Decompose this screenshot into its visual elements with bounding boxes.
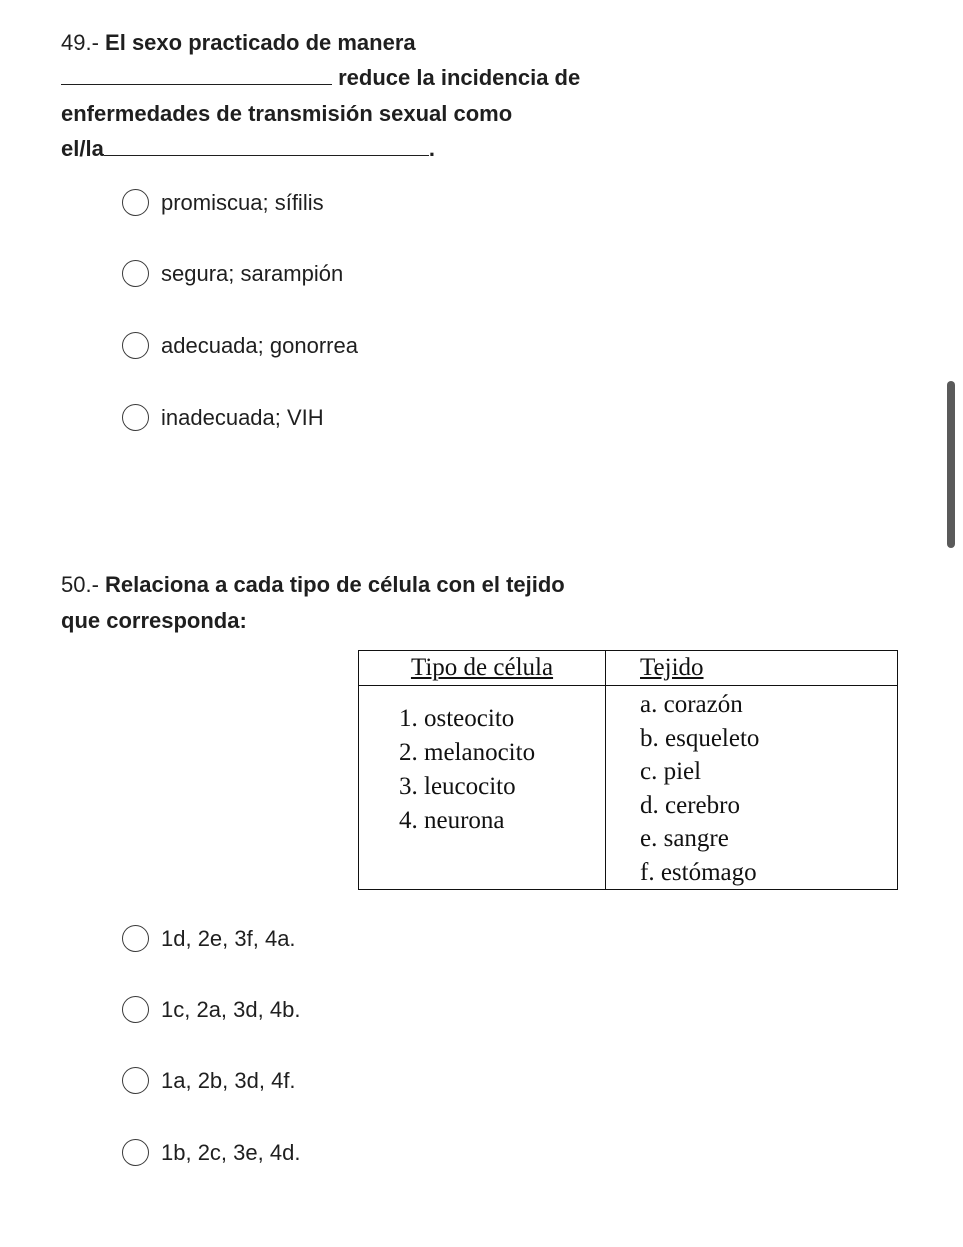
q50-option-2-label: 1c, 2a, 3d, 4b. <box>161 996 301 1022</box>
tissue-item: c. piel <box>640 758 702 785</box>
radio-button[interactable] <box>122 189 149 216</box>
q50-option-3-label: 1a, 2b, 3d, 4f. <box>161 1067 296 1093</box>
question-50-number: 50.- <box>61 572 99 597</box>
question-49-number: 49.- <box>61 30 99 55</box>
q50-option-1-label: 1d, 2e, 3f, 4a. <box>161 925 296 951</box>
question-50-line-2 <box>61 603 247 638</box>
cell-type-item: 3. leucocito <box>399 772 516 800</box>
question-49-line-2 <box>61 60 580 95</box>
radio-button[interactable] <box>122 404 149 431</box>
radio-button[interactable] <box>122 925 149 952</box>
tissue-item: f. estómago <box>640 858 757 886</box>
question-50-text-2: que corresponda: <box>61 608 247 633</box>
q50-option-3[interactable] <box>122 1067 296 1094</box>
radio-button[interactable] <box>122 1067 149 1094</box>
tissue-item: a. corazón <box>640 691 743 718</box>
question-49-text-3: enfermedades de transmisión sexual como <box>61 101 513 126</box>
q50-option-4[interactable] <box>122 1139 300 1166</box>
q49-option-4-label: inadecuada; VIH <box>161 404 324 430</box>
scrollbar-thumb[interactable] <box>947 381 955 548</box>
tissue-item: d. cerebro <box>640 791 740 819</box>
q50-option-4-label: 1b, 2c, 3e, 4d. <box>161 1139 301 1165</box>
q49-option-2-label: segura; sarampión <box>161 260 344 286</box>
radio-button[interactable] <box>122 260 149 287</box>
q49-option-3-label: adecuada; gonorrea <box>161 332 358 358</box>
question-49-line-4 <box>61 131 435 166</box>
q49-option-1[interactable] <box>122 189 324 216</box>
question-49-line-1 <box>61 25 416 60</box>
question-49-text-4: el/la <box>61 136 104 161</box>
tissue-list <box>606 686 898 890</box>
q49-option-3[interactable] <box>122 332 358 359</box>
question-49-line-3 <box>61 96 512 131</box>
q49-option-1-label: promiscua; sífilis <box>161 189 324 215</box>
answer-blank-2 <box>104 135 429 156</box>
q49-option-4[interactable] <box>122 404 324 431</box>
tissue-item: b. esqueleto <box>640 724 760 752</box>
radio-button[interactable] <box>122 1139 149 1166</box>
q50-option-2[interactable] <box>122 996 300 1023</box>
question-50-text-1: Relaciona a cada tipo de célula con el tejido <box>105 572 565 597</box>
cell-type-item: 1. osteocito <box>399 704 515 732</box>
cell-type-list <box>359 686 606 890</box>
table-header-cell-type: Tipo de célula <box>359 651 606 686</box>
question-49-period: . <box>428 136 435 161</box>
answer-blank-1 <box>61 64 332 85</box>
matching-table <box>358 650 898 890</box>
radio-button[interactable] <box>122 332 149 359</box>
q49-option-2[interactable] <box>122 260 343 287</box>
q50-option-1[interactable] <box>122 925 296 952</box>
question-50-line-1 <box>61 567 565 602</box>
radio-button[interactable] <box>122 996 149 1023</box>
cell-type-item: 2. melanocito <box>399 738 536 766</box>
tissue-item: e. sangre <box>640 825 729 852</box>
question-49-text-2: reduce la incidencia de <box>338 65 581 90</box>
table-header-tissue: Tejido <box>606 651 898 686</box>
cell-type-item: 4. neurona <box>399 806 505 834</box>
question-49-text-1: El sexo practicado de manera <box>105 30 416 55</box>
